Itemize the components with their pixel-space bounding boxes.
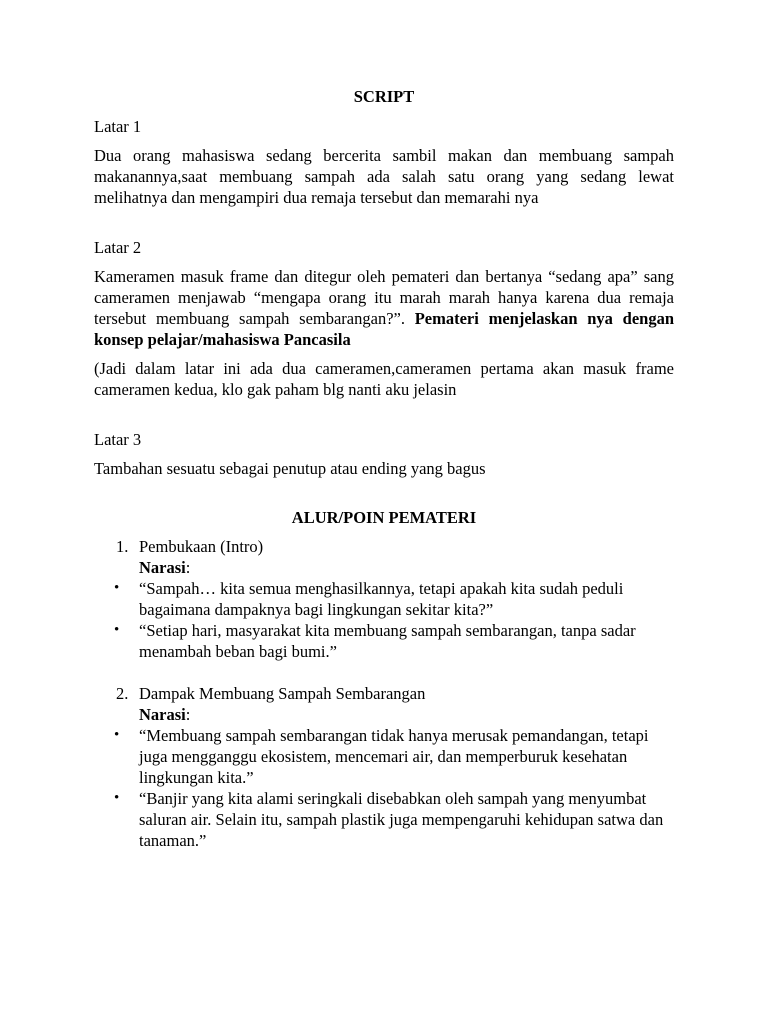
document-title: SCRIPT [353, 87, 415, 106]
narasi-label: Narasi: [139, 558, 191, 577]
alur-item-2 [94, 683, 674, 851]
latar1-text: Dua orang mahasiswa sedang bercerita sambil makan dan membuang sampah makanannya,saat membuang sampah ada salah satu orang yang sedang lewat melihatnya dan mengampiri dua remaja tersebut dan memarahi nya [94, 146, 674, 207]
bullet-icon: • [114, 790, 120, 806]
alur-item-heading [94, 536, 674, 557]
list-item: • “Banjir yang kita alami seringkali disebabkan oleh sampah yang menyumbat saluran air. Selain itu, sampah plastik juga mempengaruhi kehidupan satwa dan tanaman.” [114, 789, 664, 850]
latar3-text: Tambahan sesuatu sebagai penutup atau ending yang bagus [94, 459, 486, 478]
alur-title: ALUR/POIN PEMATERI [291, 508, 477, 527]
latar2-text [94, 266, 674, 350]
alur-item-number: 1. [116, 537, 129, 556]
latar2-note: (Jadi dalam latar ini ada dua cameramen,cameramen pertama akan masuk frame cameramen kedua, klo gak paham blg nanti aku jelasin [94, 359, 674, 399]
list-item: • “Sampah… kita semua menghasilkannya, tetapi apakah kita sudah peduli bagaimana dampaknya bagi lingkungan sekitar kita?” [114, 579, 624, 619]
list-item: • “Setiap hari, masyarakat kita membuang sampah sembarangan, tanpa sadar menambah beban bagi bumi.” [114, 621, 636, 661]
latar3-heading: Latar 3 [94, 430, 142, 449]
bullet-icon: • [114, 727, 120, 743]
latar2-heading: Latar 2 [94, 238, 142, 257]
latar1-heading: Latar 1 [94, 117, 142, 136]
narasi-label: Narasi: [139, 705, 191, 724]
alur-item-heading [94, 683, 674, 704]
alur-item-1 [94, 536, 674, 662]
list-item: • “Membuang sampah sembarangan tidak hanya merusak pemandangan, tetapi juga mengganggu ekosistem, mencemari air, dan memperburuk kesehatan lingkungan kita.” [114, 726, 649, 787]
alur-item-number: 2. [116, 684, 129, 703]
bullet-icon: • [114, 622, 120, 638]
alur-item-label: Pembukaan (Intro) [139, 537, 264, 556]
document-page [94, 86, 674, 851]
latar2-text-bold: Pemateri menjelaskan nya dengan konsep pelajar/mahasiswa Pancasila [94, 309, 675, 349]
bullet-icon: • [114, 580, 120, 596]
latar2-text-regular: Kameramen masuk frame dan ditegur oleh pemateri dan bertanya “sedang apa” sang cameramen menjawab “mengapa orang itu marah marah hanya karena dua remaja tersebut membuang sampah sembarangan?”. [94, 267, 674, 328]
alur-item-label: Dampak Membuang Sampah Sembarangan [139, 684, 426, 703]
